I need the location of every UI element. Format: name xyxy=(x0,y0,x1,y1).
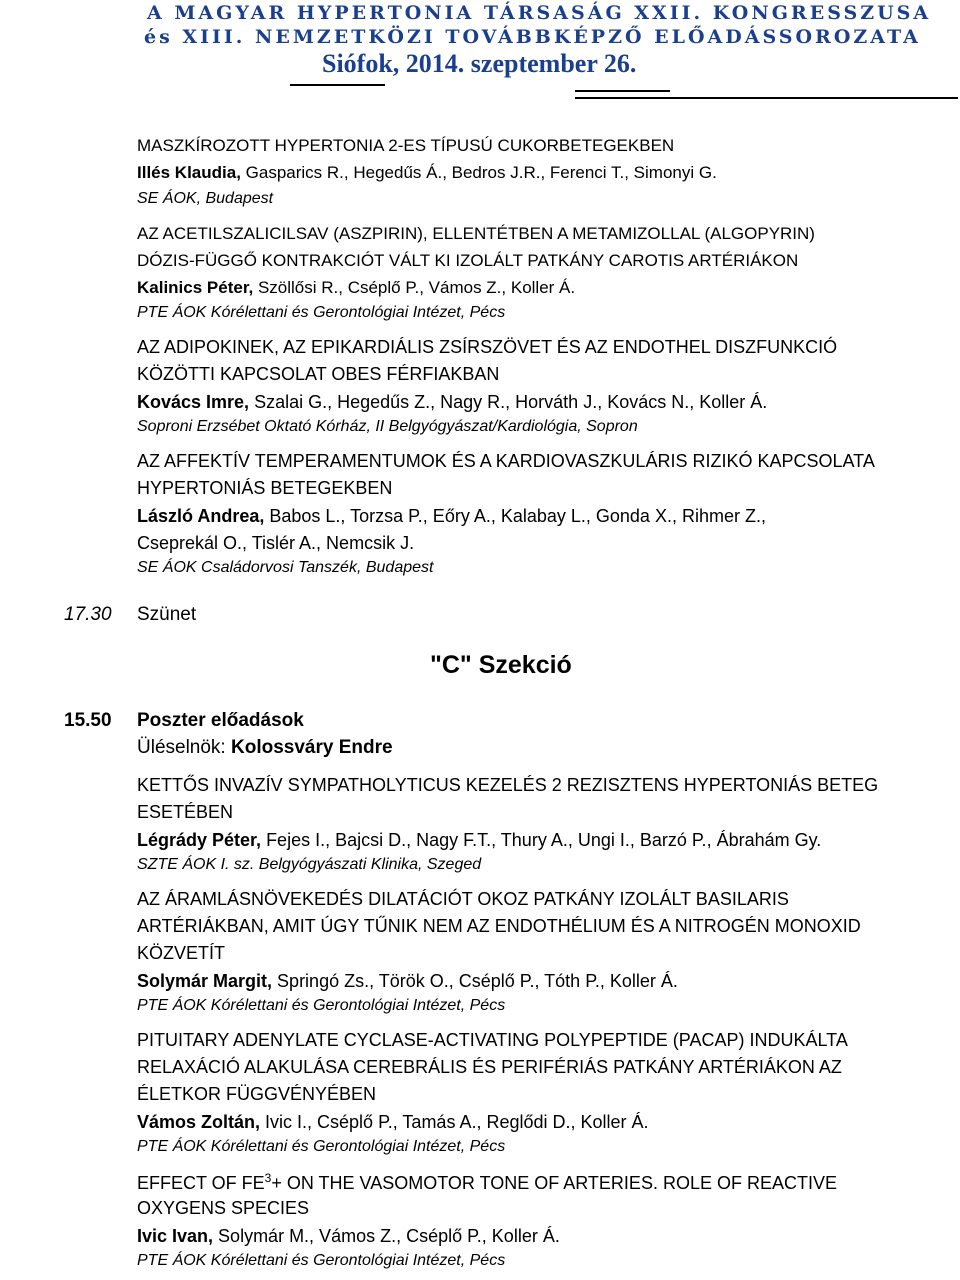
abstract-institution: PTE ÁOK Kórélettani és Gerontológiai Intézet, Pécs xyxy=(137,304,506,321)
chair-name: Kolossváry Endre xyxy=(231,737,393,758)
abstract-title: OXYGENS SPECIES xyxy=(137,1198,310,1218)
presenting-author: Ivic Ivan, xyxy=(137,1226,214,1246)
poster-session-label: Poszter előadások xyxy=(137,710,304,731)
abstract-title: ÉLETKOR FÜGGVÉNYÉBEN xyxy=(137,1084,377,1104)
header-congress-title: A MAGYAR HYPERTONIA TÁRSASÁG XXII. KONGRESSZUSA xyxy=(147,2,932,24)
abstract-title: PITUITARY ADENYLATE CYCLASE-ACTIVATING POLYPEPTIDE (PACAP) INDUKÁLTA xyxy=(137,1030,848,1050)
superscript: 3 xyxy=(264,1171,272,1185)
abstract-title: AZ ACETILSZALICILSAV (ASZPIRIN), ELLENTÉTBEN A METAMIZOLLAL (ALGOPYRIN) xyxy=(137,224,815,243)
abstract-authors xyxy=(137,1112,649,1133)
co-authors: Szöllősi R., Cséplő P., Vámos Z., Koller Á. xyxy=(253,278,576,297)
abstract-authors xyxy=(137,830,821,851)
abstract-title: KETTŐS INVAZÍV SYMPATHOLYTICUS KEZELÉS 2 REZISZTENS HYPERTONIÁS BETEG xyxy=(137,775,879,795)
break-label: Szünet xyxy=(137,604,197,625)
poster-time: 15.50 xyxy=(64,710,112,731)
abstract-title: ESETÉBEN xyxy=(137,802,234,822)
header-date-location: Siófok, 2014. szeptember 26. xyxy=(322,49,637,78)
abstract-authors xyxy=(137,971,678,992)
abstract-institution: SE ÁOK Családorvosi Tanszék, Budapest xyxy=(137,559,434,576)
abstract-title: HYPERTONIÁS BETEGEKBEN xyxy=(137,478,393,498)
presenting-author: Vámos Zoltán, xyxy=(137,1112,261,1132)
co-authors: Fejes I., Bajcsi D., Nagy F.T., Thury A., Ungi I., Barzó P., Ábrahám Gy. xyxy=(261,830,822,850)
header-series-title: és XIII. NEMZETKÖZI TOVÁBBKÉPZŐ ELŐADÁSSOROZATA xyxy=(144,26,921,48)
abstract-title: MASZKÍROZOTT HYPERTONIA 2-ES TÍPUSÚ CUKORBETEGEKBEN xyxy=(137,136,675,155)
co-authors: Szalai G., Hegedűs Z., Nagy R., Horváth J., Kovács N., Koller Á. xyxy=(249,392,768,412)
abstract-title: KÖZVETÍT xyxy=(137,943,226,963)
header-rule-mid xyxy=(575,90,670,92)
abstract-title: AZ ÁRAMLÁSNÖVEKEDÉS DILATÁCIÓT OKOZ PATKÁNY IZOLÁLT BASILARIS xyxy=(137,889,789,909)
abstract-authors xyxy=(137,278,575,298)
presenting-author: László Andrea, xyxy=(137,506,265,526)
abstract-authors xyxy=(137,1226,560,1247)
abstract-title: KÖZÖTTI KAPCSOLAT OBES FÉRFIAKBAN xyxy=(137,364,500,384)
presenting-author: Illés Klaudia, xyxy=(137,163,241,182)
abstract-title: ARTÉRIÁKBAN, AMIT ÚGY TŰNIK NEM AZ ENDOTHÉLIUM ÉS A NITROGÉN MONOXID xyxy=(137,916,861,936)
co-authors: Springó Zs., Török O., Cséplő P., Tóth P., Koller Á. xyxy=(272,971,678,991)
abstract-institution: SE ÁOK, Budapest xyxy=(137,190,274,207)
presenting-author: Kovács Imre, xyxy=(137,392,250,412)
abstract-title: AZ AFFEKTÍV TEMPERAMENTUMOK ÉS A KARDIOVASZKULÁRIS RIZIKÓ KAPCSOLATA xyxy=(137,451,875,471)
abstract-institution: SZTE ÁOK I. sz. Belgyógyászati Klinika, Szeged xyxy=(137,856,482,873)
co-authors: Solymár M., Vámos Z., Cséplő P., Koller Á. xyxy=(213,1226,560,1246)
abstract-title: RELAXÁCIÓ ALAKULÁSA CEREBRÁLIS ÉS PERIFÉRIÁS PATKÁNY ARTÉRIÁKON AZ xyxy=(137,1057,842,1077)
presenting-author: Solymár Margit, xyxy=(137,971,273,991)
title-start: EFFECT OF FE xyxy=(137,1173,265,1193)
presenting-author: Légrády Péter, xyxy=(137,830,262,850)
break-time: 17.30 xyxy=(64,604,112,625)
header-rule-right xyxy=(575,97,958,99)
abstract-institution: PTE ÁOK Kórélettani és Gerontológiai Intézet, Pécs xyxy=(137,1138,506,1155)
abstract-authors xyxy=(137,392,767,413)
section-title: "C" Szekció xyxy=(430,651,572,679)
co-authors: Ivic I., Cséplő P., Tamás A., Reglődi D., Koller Á. xyxy=(260,1112,649,1132)
session-chair xyxy=(137,737,393,759)
header-rule-left xyxy=(290,84,385,86)
abstract-title xyxy=(137,1171,837,1194)
co-authors: Gasparics R., Hegedűs Á., Bedros J.R., Ferenci T., Simonyi G. xyxy=(240,163,717,182)
abstract-institution: Soproni Erzsébet Oktató Kórház, II Belgyógyászat/Kardiológia, Sopron xyxy=(137,418,638,435)
abstract-title: DÓZIS-FÜGGŐ KONTRAKCIÓT VÁLT KI IZOLÁLT PATKÁNY CAROTIS ARTÉRIÁKON xyxy=(137,251,799,270)
chair-label: Üléselnök: xyxy=(137,737,226,758)
abstract-authors-continued xyxy=(137,533,414,554)
abstract-authors xyxy=(137,163,717,183)
co-authors: Babos L., Torzsa P., Eőry A., Kalabay L., Gonda X., Rihmer Z., xyxy=(264,506,766,526)
abstract-institution: PTE ÁOK Kórélettani és Gerontológiai Intézet, Pécs xyxy=(137,997,506,1014)
abstract-authors xyxy=(137,506,766,527)
abstract-title: AZ ADIPOKINEK, AZ EPIKARDIÁLIS ZSÍRSZÖVET ÉS AZ ENDOTHEL DISZFUNKCIÓ xyxy=(137,337,838,357)
co-authors: Cseprekál O., Tislér A., Nemcsik J. xyxy=(137,533,415,553)
presenting-author: Kalinics Péter, xyxy=(137,278,254,297)
title-rest: + ON THE VASOMOTOR TONE OF ARTERIES. ROLE OF REACTIVE xyxy=(271,1173,837,1193)
abstract-institution: PTE ÁOK Kórélettani és Gerontológiai Intézet, Pécs xyxy=(137,1252,506,1269)
